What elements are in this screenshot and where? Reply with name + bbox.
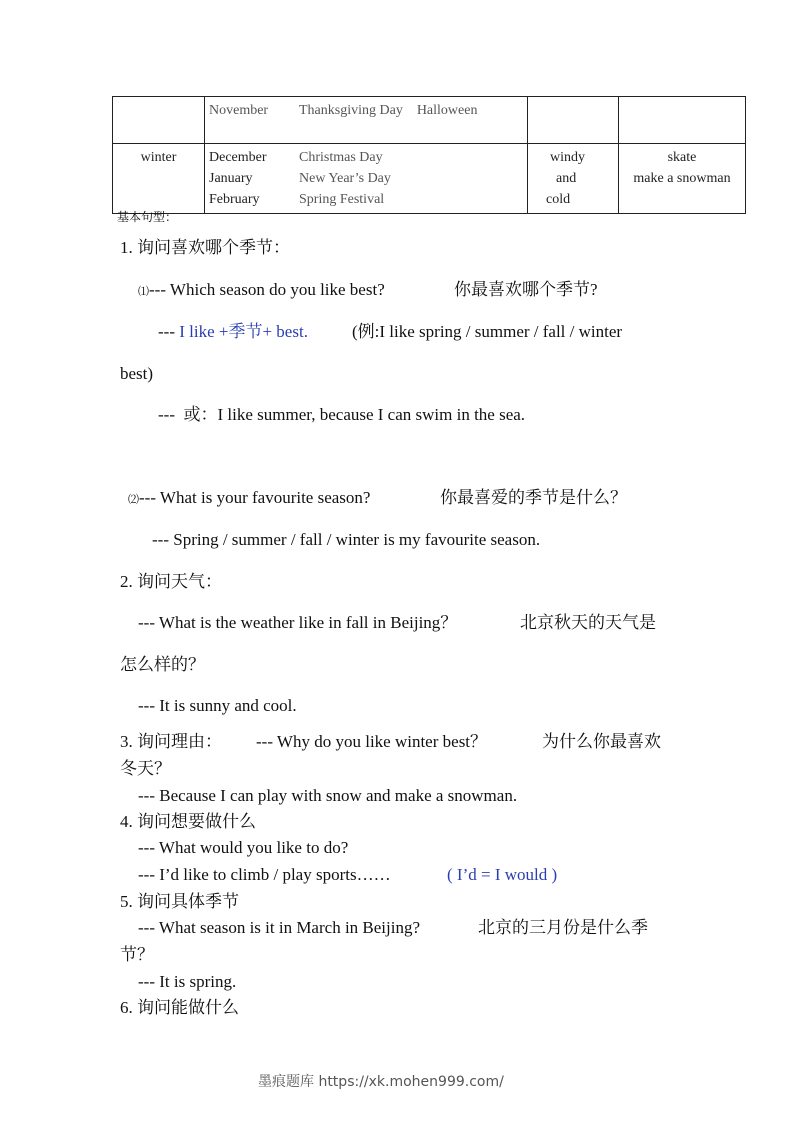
question: --- Why do you like winter best？ (256, 732, 488, 751)
question-cn: 北京的三月份是什么季 (478, 918, 648, 937)
question: --- What would you like to do? (138, 838, 349, 857)
question-1-cn: 你最喜欢哪个季节? (454, 280, 598, 299)
activity: skate (667, 150, 697, 165)
answer-prefix: --- (158, 322, 180, 341)
months-events-cell (205, 97, 528, 144)
answer: --- It is sunny and cool. (138, 696, 297, 715)
answer: --- I’d like to climb / play sports…… (138, 865, 391, 884)
answer: --- Because I can play with snow and make a snowman. (138, 786, 518, 805)
answer: --- It is spring. (138, 972, 237, 991)
question-number: ⑴ (138, 286, 149, 298)
question-cn-cont: 冬天？ (120, 759, 171, 778)
answer-1-example: (例:I like spring / summer / fall / winter (352, 322, 623, 341)
weather-cell (528, 97, 619, 144)
event: Spring Festival (299, 192, 385, 207)
month-event-line (209, 100, 523, 121)
answer-pattern: I like +季节+ best. (179, 322, 308, 341)
month-event-line (209, 189, 523, 210)
activities-cell (619, 144, 746, 214)
section-heading: 基本句型： (117, 210, 178, 224)
section-2-title: 2. 询问天气： (120, 572, 222, 591)
month: November (209, 103, 269, 118)
season-cell: winter (113, 144, 205, 214)
footer-watermark: 墨痕题库 https://xk.mohen999.com/ (258, 1074, 504, 1090)
section-1-title: 1. 询问喜欢哪个季节： (120, 238, 290, 257)
table-row (113, 144, 746, 214)
answer-1b: --- 或：I like summer, because I can swim in the sea. (158, 405, 526, 424)
question: --- What season is it in March in Beijing? (138, 918, 421, 937)
weather-word: windy (550, 150, 585, 165)
section-3-title: 3. 询问理由： (120, 732, 222, 751)
section-5-title: 5. 询问具体季节 (120, 892, 239, 911)
section-4-title: 4. 询问想要做什么 (120, 812, 256, 831)
event: Christmas Day (299, 150, 383, 165)
month: January (209, 171, 253, 186)
event: New Year’s Day (299, 171, 391, 186)
event: Thanksgiving Day Halloween (299, 103, 478, 118)
weather-cell (528, 144, 619, 214)
month-event-line (209, 147, 523, 168)
question-2-cn: 你最喜爱的季节是什么？ (440, 488, 627, 507)
question-1 (138, 278, 385, 304)
weather-word: and (556, 171, 577, 186)
month: December (209, 150, 267, 165)
weather-word: cold (546, 192, 571, 207)
question-cn: 北京秋天的天气是 (520, 613, 656, 632)
question-cn-cont: 节？ (120, 945, 154, 964)
answer-2: --- Spring / summer / fall / winter is my favourite season. (152, 530, 541, 549)
answer-1 (158, 320, 308, 344)
section-6-title: 6. 询问能做什么 (120, 998, 239, 1017)
question-number: ⑵ (128, 494, 139, 506)
question-text: --- Which season do you like best? (149, 280, 385, 299)
activities-cell (619, 97, 746, 144)
season-cell (113, 97, 205, 144)
seasons-table (112, 96, 746, 214)
month-event-line (209, 168, 523, 189)
activity: make a snowman (633, 171, 731, 186)
table-row (113, 97, 746, 144)
month: February (209, 192, 260, 207)
question-cn: 为什么你最喜欢 (542, 732, 661, 751)
contraction-note: ( I’d = I would ) (447, 865, 558, 884)
question: --- What is the weather like in fall in Beijing？ (138, 613, 458, 632)
question-text: --- What is your favourite season? (139, 488, 371, 507)
months-events-cell (205, 144, 528, 214)
question-cn-cont: 怎么样的？ (120, 655, 205, 674)
answer-1-example-cont: best) (120, 364, 154, 383)
question-2 (128, 486, 370, 512)
